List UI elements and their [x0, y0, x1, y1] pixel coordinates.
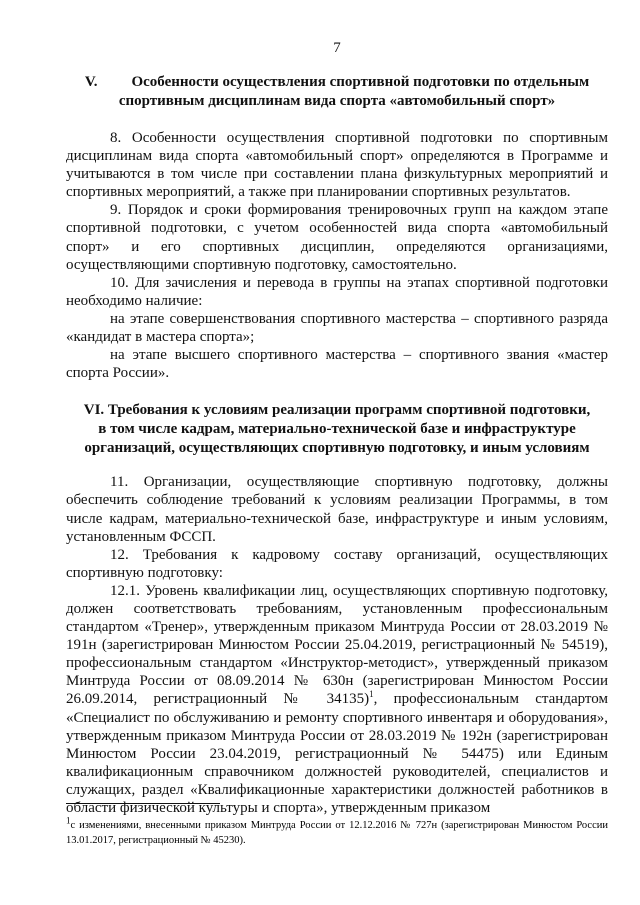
page-number: 7 [333, 40, 341, 56]
section-6-heading [66, 401, 608, 458]
paragraph-12-1 [66, 582, 608, 817]
section-6-title-line-2: в том числе кадрам, материально-технической базе и инфраструктуре [98, 421, 576, 438]
section-6-title-line-3: организаций, осуществляющих спортивную подготовку, и иным условиям [84, 440, 590, 457]
paragraph-12: 12. Требования к кадровому составу организаций, осуществляющих спортивную подготовку: [66, 546, 608, 581]
paragraph-10-item-1: на этапе совершенствования спортивного мастерства – спортивного разряда «кандидат в мастера спорта»; [66, 310, 608, 346]
footnote-reference[interactable]: 1 [369, 689, 374, 700]
paragraph-10-item-2: на этапе высшего спортивного мастерства – спортивного звания «мастер спорта России». [66, 347, 608, 382]
footnote [66, 815, 608, 848]
section-6-title-line-1: VI. Требования к условиям реализации программ спортивной подготовки, [83, 402, 591, 419]
paragraph-10: 10. Для зачисления и перевода в группы на этапах спортивной подготовки необходимо наличие: [66, 274, 608, 309]
section-5-heading [66, 73, 608, 111]
section-5-number: V. [84, 74, 98, 90]
section-5-title-text-1: Особенности осуществления спортивной подготовки по отдельным [131, 74, 590, 90]
paragraph-12-1-text-b: , профессиональным стандартом «Специалист по обслуживанию и ремонту спортивного инвентаря и оборудования», утвержденным приказом Минтруда России от 28.03.2019 № 192н (зарегистрирован Минюстом России 23.04.2019, регистрационный № 54475) или Единым квалификационным справочником должностей руководителей, специалистов и служащих, раздел «Квалификационные характеристики должностей работников в области физической культуры и спорта», утвержденным приказом [66, 691, 608, 816]
paragraph-8: 8. Особенности осуществления спортивной подготовки по спортивным дисциплинам вида спорта «автомобильный спорт» определяются в Программе и учитываются в том числе при составлении плана физкультурных мероприятий и спортивных мероприятий, а также при планировании спортивных результатов. [66, 130, 608, 201]
section-5-title-line-2: спортивным дисциплинам вида спорта «автомобильный спорт» [118, 93, 556, 109]
footnote-text: с изменениями, внесенными приказом Минтруда России от 12.12.2016 № 727н (зарегистрирован Минюстом России 13.01.2017, регистрационный № 45230). [66, 820, 608, 846]
section-5-title-line-1 [66, 73, 608, 92]
paragraph-11: 11. Организации, осуществляющие спортивную подготовку, должны обеспечить соблюдение требований к условиям реализации Программы, в том числе кадрам, материально-технической базе, инфраструктуре и иным условиям, установленным ФССП. [66, 474, 608, 545]
paragraph-12-1-text-a: 12.1. Уровень квалификации лиц, осуществляющих спортивную подготовку, должен соответствовать требованиям, установленным профессиональным стандартом «Тренер», утвержденным приказом Минтруда России от 28.03.2019 № 191н (зарегистрирован Минюстом России 25.04.2019, регистрационный № 54519), профессиональным стандартом «Инструктор-методист», утвержденный приказом Минтруда России от 08.09.2014 № 630н (зарегистрирован Минюстом России 26.09.2014, регистрационный № 34135) [66, 582, 608, 708]
footnote-marker: 1 [66, 815, 71, 826]
footnote-divider [66, 803, 220, 804]
paragraph-9: 9. Порядок и сроки формирования тренировочных групп на каждом этапе спортивной подготовки, с учетом особенностей вида спорта «автомобильный спорт» и его спортивных дисциплин, определяются организациями, осуществляющими спортивную подготовку, самостоятельно. [66, 202, 608, 273]
